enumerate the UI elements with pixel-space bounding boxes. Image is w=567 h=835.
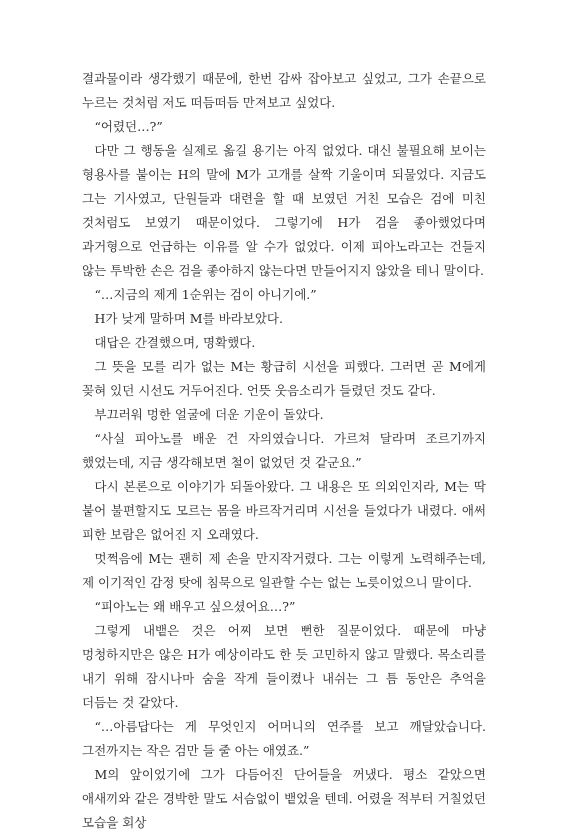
paragraph: “…지금의 제게 1순위는 검이 아니기에.” [94, 287, 317, 302]
paragraph: H가 낮게 말하며 M를 바라보았다. [94, 311, 283, 326]
paragraph: 다시 본론으로 이야기가 되돌아왔다. 그 내용은 또 의외인지라, M는 딱 붙어 불편할지도 모르는 몸을 바르작거리며 시선을 들었다가 내렸다. 애써 피한 보람은 없어진 지 오래였다. [82, 479, 486, 542]
paragraph: 그렇게 내뱉은 것은 어찌 보면 뻔한 질문이었다. 때문에 마냥 멍청하지만은 않은 H가 예상이라도 한 듯 고민하지 않고 말했다. 목소리를 내기 위해 잠시나마 숨을 작게 들이켰나 내쉬는 그 틈 동안은 추억을 더듬는 것 같았다. [82, 623, 486, 710]
paragraph: 결과물이라 생각했기 때문에, 한번 감싸 잡아보고 싶었고, 그가 손끝으로 누르는 것처럼 저도 떠듬떠듬 만져보고 싶었다. [82, 71, 486, 110]
paragraph: 다만 그 행동을 실제로 옮길 용기는 아직 없었다. 대신 불필요해 보이는 형용사를 붙이는 H의 말에 M가 고개를 살짝 기울이며 되물었다. 지금도 그는 기사였고, 단원들과 대련을 할 때 보였던 거친 모습은 검에 미친 것처럼도 보였기 때문이었다. 그렇기에 H가 검을 좋아했었다며 과거형으로 언급하는 이유를 알 수가 없었다. 이제 피아노라고는 건들지 않는 투박한 손은 검을 좋아하지 않는다면 만들어지지 않았을 테니 말이다. [82, 143, 486, 278]
paragraph: “…아름답다는 게 무엇인지 어머니의 연주를 보고 깨달았습니다. 그전까지는 작은 검만 들 줄 아는 애였죠.” [82, 719, 486, 758]
paragraph: 부끄러워 멍한 얼굴에 더운 기운이 돌았다. [94, 407, 324, 422]
paragraph: “피아노는 왜 배우고 싶으셨어요…?” [94, 599, 296, 614]
paragraph: 멋쩍음에 M는 괜히 제 손을 만지작거렸다. 그는 이렇게 노력해주는데, 제 이기적인 감정 탓에 침묵으로 일관할 수는 없는 노릇이었으니 말이다. [82, 551, 486, 590]
body-text [82, 67, 486, 835]
paragraph: M의 앞이었기에 그가 다듬어진 단어들을 꺼냈다. 평소 같았으면 애새끼와 같은 경박한 말도 서슴없이 뱉었을 텐데. 어렸을 적부터 거칠었던 모습을 회상 [82, 767, 486, 830]
paragraph: “사실 피아노를 배운 건 자의였습니다. 가르쳐 달라며 조르기까지 했었는데, 지금 생각해보면 철이 없었던 것 같군요.” [82, 431, 486, 470]
paragraph: 그 뜻을 모를 리가 없는 M는 황급히 시선을 피했다. 그러면 곧 M에게 꽂혀 있던 시선도 거두어진다. 언뜻 웃음소리가 들렸던 것도 같다. [82, 359, 486, 398]
paragraph: “어렸던…?” [94, 119, 163, 134]
paragraph: 대답은 간결했으며, 명확했다. [94, 335, 256, 350]
